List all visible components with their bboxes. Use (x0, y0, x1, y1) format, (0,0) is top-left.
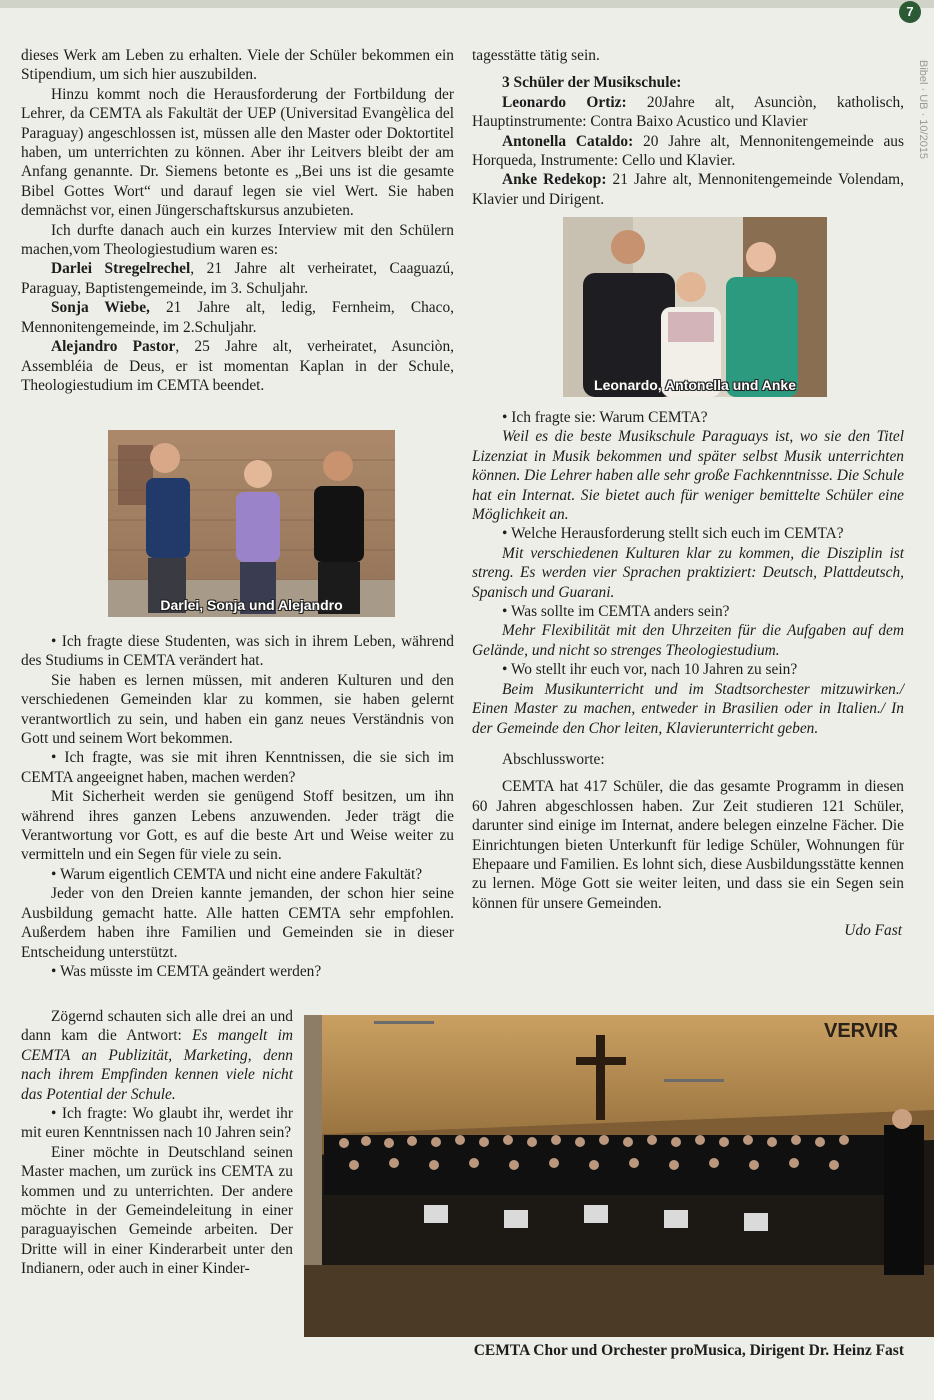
photo-theology-students (108, 430, 395, 617)
answer: Mehr Flexibilität mit den Uhrzeiten für die Aufgaben auf dem Gelände, und nicht so strenges Theologiestudium. (472, 622, 904, 659)
answer: Mit Sicherheit werden sie genügend Stoff besitzen, um ihn während ihres ganzen Lebens anzuwenden. Jeder trägt die Verantwortung vor Gott, es auf die beste Art und Weise weiter zu vermitteln und ein Segen für viele zu sein. (21, 788, 454, 864)
page-number: 7 (899, 1, 921, 23)
photo-music-students (563, 217, 827, 397)
left-column-narrow (21, 1007, 293, 1279)
question: • Ich fragte, was sie mit ihren Kenntnissen, die sie sich im CEMTA angeeignet haben, machen werden? (21, 749, 454, 786)
paragraph: Hinzu kommt noch die Herausforderung der Fortbildung der Lehrer, da CEMTA als Fakultät der UEP (Universitad Evangèlica del Paraguay) angeschlossen ist, müssen alle den Master oder Doktortitel haben, um unterrichten zu können. Aber ihr Leitvers bleibt der am Anfang genannte. Dr. Siemens betonte es „Bei uns ist die gesamte Bibel Gottes Wort“ und darauf legen sie viel Wert. Sie haben demnächst vor, einen Jüngerschaftskursus anzubieten. (21, 85, 454, 220)
question: • Was sollte im CEMTA anders sein? (502, 603, 730, 621)
photo-choir-orchestra (304, 1015, 934, 1337)
question: • Was müsste im CEMTA geändert werden? (51, 962, 322, 980)
closing-paragraph: CEMTA hat 417 Schüler, die das gesamte Programm in diesen 60 Jahren abgeschlossen haben. Zur Zeit studieren 121 Schüler, darunter sind einige im Internat, andere belegen einzelne Fächer. Die Einrichtungen bieten Unterkunft für ledige Schüler, Wohnungen für Ehepaare und Familien. Es lohnt sich, diese Ausbildungsstätte kennen zu lernen. Möge Gott sie weiter leiten, und dass sie ein Segen sein können für unsere Gemeinden. (472, 778, 904, 912)
students-photo-image (108, 430, 395, 617)
section-heading: 3 Schüler der Musikschule: (502, 74, 682, 92)
wall-lettering: VERVIR (824, 1020, 899, 1042)
answer: Jeder von den Dreien kannte jemanden, der schon hier seine Ausbildung gemacht hatte. Alle hatten CEMTA sehr empfohlen. Außerdem haben ihre Familien und Gemeinden sie in dieser Entscheidung unterstützt. (21, 885, 454, 961)
left-column-top (21, 46, 454, 395)
student-entry: Anke Redekop: 21 Jahre alt, Mennonitengemeinde Volendam, Klavier und Dirigent. (472, 171, 904, 208)
author-signature: Udo Fast (844, 922, 902, 940)
question: • Ich fragte sie: Warum CEMTA? (502, 409, 708, 426)
choir-photo-image (304, 1015, 934, 1337)
page-top-edge (0, 0, 934, 8)
student-name: Darlei Stregelrechel (51, 260, 191, 278)
photo-caption: Leonardo, Antonella und Anke (594, 377, 796, 393)
margin-side-text: Bibel · UB · 10/2015 (917, 60, 929, 160)
closing-label: Abschlussworte: (502, 750, 605, 768)
answer: Weil es die beste Musikschule Paraguays ist, wo sie den Titel Lizenziat in Musik bekommen und später selbst Musik unterrichten können. Die Lehrer haben alle sehr große Fachkenntnisse. Die Schule hat ein Internat. Sie bietet auch für weniger bemittelte Schüler eine Möglichkeit an. (472, 428, 904, 524)
student-entry: Leonardo Ortiz: 20Jahre alt, Asunciòn, katholisch, Hauptinstrumente: Contra Baixo Acustico und Klavier (472, 93, 904, 131)
answer: Sie haben es lernen müssen, mit anderen Kulturen und den verschiedenen Gemeinden klar zu kommen, sie haben gelernt verantwortlich zu sein, und haben ein ganz neues Verständnis von Gott und seinem Wort bekommen. (21, 671, 454, 748)
student-entry: Antonella Cataldo: 20 Jahre alt, Mennonitengemeinde aus Horqueda, Instrumente: Cello und Klavier. (472, 132, 904, 170)
paragraph: dieses Werk am Leben zu erhalten. Viele der Schüler bekommen ein Stipendium, um sich hier auszubilden. (21, 47, 454, 84)
paragraph: tagesstätte tätig sein. (472, 47, 600, 64)
answer: Mit verschiedenen Kulturen klar zu kommen, die Disziplin ist streng. Es werden vier Sprachen praktiziert: Deutsch, Plattdeutsch, Spanisch und Guarani. (472, 544, 904, 601)
right-column-main (472, 408, 904, 941)
photo-caption: Darlei, Sonja und Alejandro (160, 597, 343, 613)
question: • Wo stellt ihr euch vor, nach 10 Jahren zu sein? (502, 661, 798, 679)
paragraph: Ich durfte danach auch ein kurzes Interview mit den Schülern machen,vom Theologiestudium waren es: (21, 221, 454, 259)
music-students-photo-image (563, 217, 827, 397)
question: • Welche Herausforderung stellt sich euch im CEMTA? (502, 525, 844, 543)
question: • Ich fragte diese Studenten, was sich in ihrem Leben, während des Studiums in CEMTA verändert hat. (21, 633, 454, 670)
answer: Einer möchte in Deutschland seinen Master machen, um zurück ins CEMTA zu kommen und zu unterrichten. Der andere möchte in der Gemeindeleitung in einer paraguayischen Gemeinde arbeiten. Der Dritte will in einer Kinderarbeit unter den Indianern, oder auch in einer Kinder- (21, 1143, 293, 1278)
answer: Zögernd schauten sich alle drei an und dann kam die Antwort: Es mangelt im CEMTA an Publizität, Marketing, denn nach ihrem Empfinden kennen viele nicht das Potential der Schule. (21, 1008, 293, 1103)
student-name: Leonardo Ortiz: (502, 93, 627, 111)
student-entry: Alejandro Pastor, 25 Jahre alt, verheiratet, Asunciòn, Assembléia de Deus, er ist momentan Kaplan in der Schule, Theologiestudium im CEMTA beendet. (21, 338, 454, 394)
question: • Warum eigentlich CEMTA und nicht eine andere Fakultät? (51, 865, 423, 883)
left-column-middle (21, 632, 454, 981)
student-entry: Darlei Stregelrechel, 21 Jahre alt verheiratet, Caaguazú, Paraguay, Baptistengemeinde, im 3. Schuljahr. (21, 260, 455, 297)
student-name: Anke Redekop: (502, 171, 607, 189)
question: • Ich fragte: Wo glaubt ihr, werdet ihr mit euren Kenntnissen nach 10 Jahren sein? (21, 1105, 293, 1142)
student-entry: Sonja Wiebe, 21 Jahre alt, ledig, Fernheim, Chaco, Mennonitengemeinde, im 2.Schuljahr. (21, 299, 454, 336)
bottom-photo-caption: CEMTA Chor und Orchester proMusica, Dirigent Dr. Heinz Fast (473, 1342, 904, 1359)
answer: Beim Musikunterricht und im Stadtsorchester mitzuwirken./ Einen Master zu machen, entweder in Brasilien oder in Italien./ In der Gemeinde den Chor leiten, Klavierunterricht geben. (472, 680, 904, 737)
right-column-top (472, 46, 904, 209)
student-name: Sonja Wiebe, (51, 299, 150, 317)
student-name: Alejandro Pastor (51, 338, 176, 356)
student-name: Antonella Cataldo: (502, 132, 634, 150)
